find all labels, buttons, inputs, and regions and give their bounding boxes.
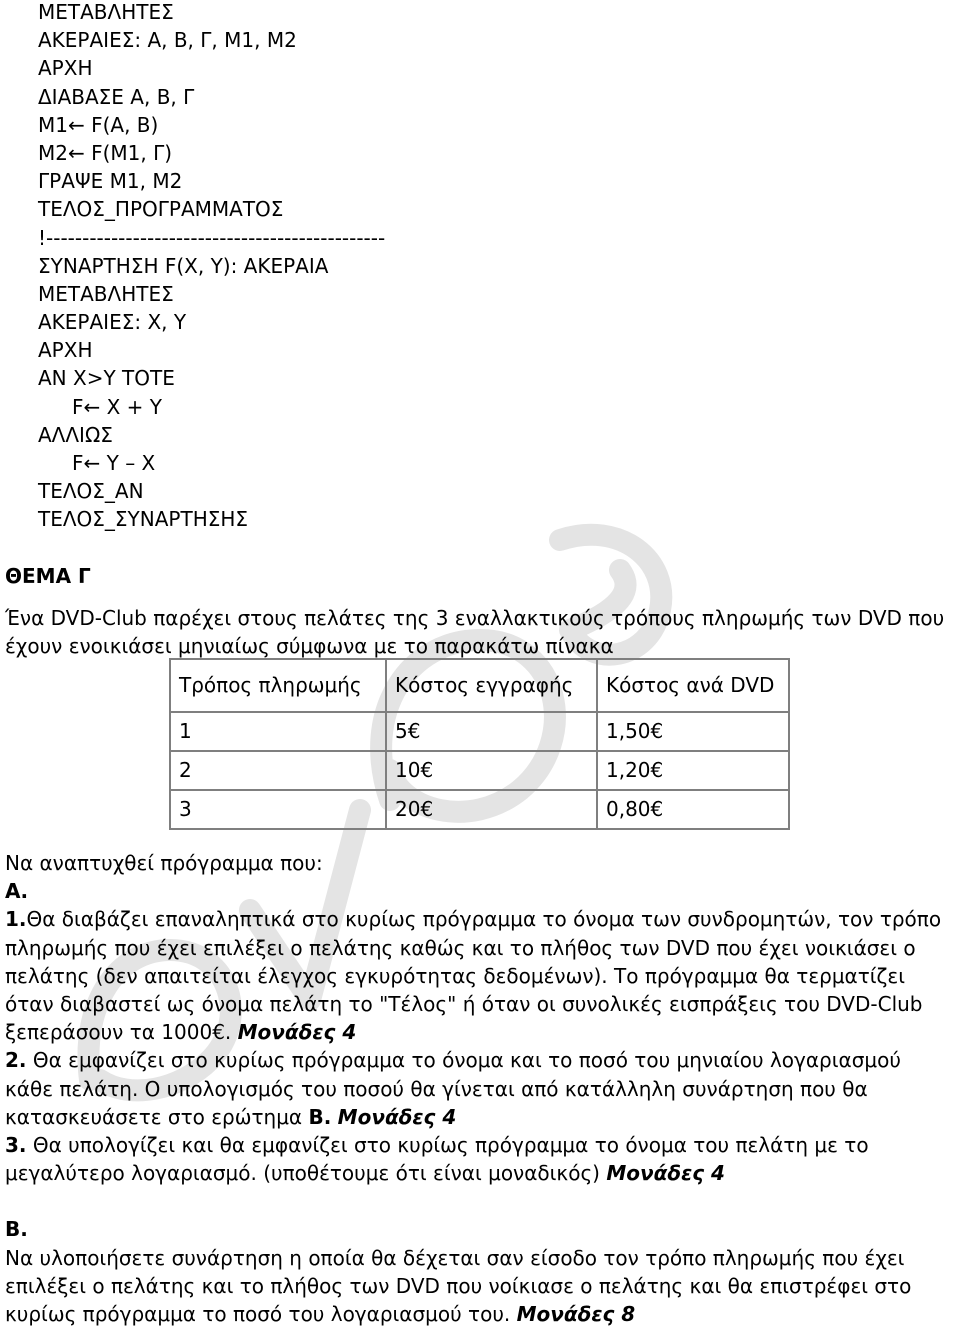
code-line: F← X + Y [72,394,163,419]
code-separator: !----------------------------------------------- [38,225,386,250]
code-line: ΤΕΛΟΣ_ΑΝ [38,479,144,504]
payment-table [169,658,790,830]
task-item-3 [5,1131,955,1187]
item-text: Θα υπολογίζει και θα εμφανίζει στο κυρίως πρόγραμμα το όνομα του πελάτη με το μεγαλύτερο λογαριασμό. (υποθέτουμε ότι είναι μοναδικός) [5,1133,869,1186]
table-cell: 20€ [386,790,597,829]
code-line: ΔΙΑΒΑΣΕ Α, Β, Γ [38,84,195,109]
table-cell: 1,20€ [597,751,789,790]
table-cell: 2 [170,751,386,790]
item-number: 2. [5,1048,27,1073]
item-marks: Μονάδες 4 [237,1020,357,1045]
item-ref: Β. [308,1104,332,1129]
column-header: Τρόπος πληρωμής [170,659,386,712]
item-marks: Μονάδες 4 [337,1104,457,1129]
table-row [170,751,789,790]
code-line: Μ2← F(M1, Γ) [38,140,173,165]
code-line: ΓΡΑΨΕ Μ1, Μ2 [38,169,183,194]
table-cell: 5€ [386,712,597,751]
task-item-2 [5,1046,955,1131]
item-number: 1. [5,907,27,932]
code-line: ΑΡΧΗ [38,56,93,81]
task-intro: Να αναπτυχθεί πρόγραμμα που: [5,851,323,875]
table-header-row [170,659,789,712]
intro-text: Ένα DVD-Club παρέχει στους πελάτες της 3 εναλλακτικούς τρόπους πληρωμής των DVD που έχουν ενοικιάσει μηνιαίως σύμφωνα με το παρακάτω πίνακα [5,606,945,659]
part-a-label: Α. [5,879,29,904]
code-line: ΜΕΤΑΒΛΗΤΕΣ [38,281,174,306]
table-row [170,712,789,751]
code-line: ΤΕΛΟΣ_ΠΡΟΓΡΑΜΜΑΤΟΣ [38,197,284,222]
pseudocode-listing [38,0,385,534]
code-line: ΑΚΕΡΑΙΕΣ: Α, Β, Γ, Μ1, Μ2 [38,28,297,53]
code-line: ΣΥΝΑΡΤΗΣΗ F(X, Y): ΑΚΕΡΑΙΑ [38,253,329,278]
code-line: ΑΛΛΙΩΣ [38,422,113,447]
table-cell: 10€ [386,751,597,790]
table-cell: 0,80€ [597,790,789,829]
table-row [170,790,789,829]
part-b-paragraph [5,1244,955,1329]
spacer [5,1187,955,1215]
part-b-label: Β. [5,1217,28,1242]
code-line: ΑΚΕΡΑΙΕΣ: X, Y [38,310,187,335]
task-item-1 [5,905,955,1046]
table-cell: 1,50€ [597,712,789,751]
tasks-section [5,849,955,1328]
item-marks: Μονάδες 4 [606,1161,725,1186]
item-number: 3. [5,1133,27,1158]
part-b-text: Να υλοποιήσετε συνάρτηση η οποία θα δέχεται σαν είσοδο τον τρόπο πληρωμής που έχει επιλέξει ο πελάτης και το πλήθος των DVD που νοίκιασε ο πελάτης και θα επιστρέφει στο κυρίως πρόγραμμα το ποσό του λογαριασμού του. [5,1245,912,1327]
part-b-marks: Μονάδες 8 [516,1302,636,1327]
column-header: Κόστος ανά DVD [597,659,789,712]
table-cell: 1 [170,712,386,751]
item-text: Θα διαβάζει επαναληπτικά στο κυρίως πρόγραμμα το όνομα των συνδρομητών, τον τρόπο πληρωμής που έχει επιλέξει ο πελάτης καθώς και το πλήθος των DVD που έχει νοικιάσει ο πελάτης (δεν απαιτείται έλεγχος εγκυρότητας δεδομένων). Το πρόγραμμα θα τερματίζει όταν διαβαστεί ως όνομα πελάτη το "Τέλος" ή όταν οι συνολικές εισπράξεις του DVD-Club ξεπεράσουν τα 1000€. [5,907,942,1045]
code-line: F← Y – X [72,451,156,475]
code-line: ΑΡΧΗ [38,338,93,363]
code-line: ΜΕΤΑΒΛΗΤΕΣ [38,0,174,24]
intro-paragraph [5,604,955,660]
section-heading: ΘΕΜΑ Γ [5,564,91,588]
item-text: Θα εμφανίζει στο κυρίως πρόγραμμα το όνομα και το ποσό του μηνιαίου λογαριασμού κάθε πελάτη. Ο υπολογισμός του ποσού θα γίνεται από κατάλληλη συνάρτηση που θα κατασκευάσετε στο ερώτημα [5,1048,901,1129]
code-line: ΑΝ X>Y ΤΟΤΕ [38,366,175,391]
table-cell: 3 [170,790,386,829]
code-line: Μ1← F(A, B) [38,112,159,137]
code-line: ΤΕΛΟΣ_ΣΥΝΑΡΤΗΣΗΣ [38,507,249,532]
column-header: Κόστος εγγραφής [386,659,597,712]
